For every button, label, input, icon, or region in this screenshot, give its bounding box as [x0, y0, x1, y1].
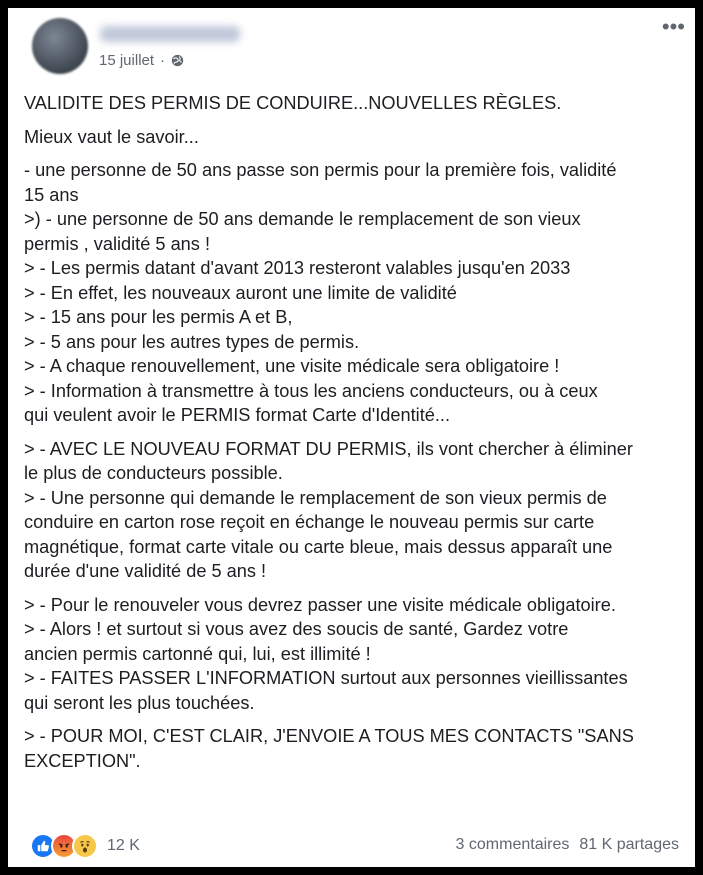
post-text-line: >) - une personne de 50 ans demande le remplacement de son vieux	[24, 209, 581, 229]
post-text-line: qui veulent avoir le PERMIS format Carte d'Identité...	[24, 405, 451, 425]
post-text-line: qui seront les plus touchées.	[24, 692, 255, 713]
post-header	[8, 8, 695, 98]
post-text-line: 15 ans	[24, 184, 79, 205]
post-text-line: > - FAITES PASSER L'INFORMATION surtout aux personnes vieillissantes	[24, 668, 628, 688]
author-name-blurred[interactable]	[100, 26, 240, 42]
post-text-line: > - Les permis datant d'avant 2013 resteront valables jusqu'en 2033	[24, 258, 571, 278]
post-stats	[456, 836, 679, 854]
post-text-line: ancien permis cartonné qui, lui, est illimité !	[24, 643, 371, 664]
post-text-line: conduire en carton rose reçoit en échange le nouveau permis sur carte	[24, 512, 595, 532]
post-text-line: > - En effet, les nouveaux auront une limite de validité	[24, 282, 457, 303]
post-paragraph	[24, 158, 684, 428]
post-text-line: > - Alors ! et surtout si vous avez des soucis de santé, Gardez votre	[24, 619, 569, 639]
post-text-line: le plus de conducteurs possible.	[24, 463, 283, 483]
post-text-line: > - AVEC LE NOUVEAU FORMAT DU PERMIS, ils vont chercher à éliminer	[24, 438, 633, 459]
reaction-count[interactable]: 12 K	[107, 837, 140, 854]
post-paragraph	[24, 437, 684, 584]
shares-count[interactable]: 81 K partages	[579, 836, 679, 853]
post-text-line: magnétique, format carte vitale ou carte bleue, mais dessus apparaît une	[24, 536, 613, 557]
comments-count[interactable]: 3 commentaires	[455, 836, 570, 853]
globe-icon[interactable]	[171, 54, 184, 67]
post-text-line: > - 5 ans pour les autres types de permis.	[24, 331, 360, 352]
post-body	[24, 91, 684, 782]
wow-icon	[72, 833, 98, 859]
post-text-line: > - POUR MOI, C'EST CLAIR, J'ENVOIE A TOUS MES CONTACTS "SANS	[24, 726, 634, 746]
post-text-line: > - Information à transmettre à tous les anciens conducteurs, ou à ceux	[24, 380, 598, 401]
post-text-line: VALIDITE DES PERMIS DE CONDUIRE...NOUVELLES RÈGLES.	[24, 93, 562, 113]
meta-separator: ·	[160, 52, 166, 69]
post-text-line: > - Pour le renouveler vous devrez passer une visite médicale obligatoire.	[24, 594, 616, 615]
post-paragraph	[24, 593, 684, 716]
post-card	[8, 8, 695, 867]
post-text-line: EXCEPTION".	[24, 750, 141, 771]
post-text-line: > - 15 ans pour les permis A et B,	[24, 307, 293, 327]
post-text-line: permis , validité 5 ans !	[24, 233, 210, 254]
post-footer	[8, 827, 695, 867]
post-text-line: durée d'une validité de 5 ans !	[24, 561, 267, 581]
post-text-line: > - Une personne qui demande le remplacement de son vieux permis de	[24, 487, 607, 508]
reactions-summary[interactable]	[30, 833, 140, 859]
post-text-line: - une personne de 50 ans passe son permis pour la première fois, validité	[24, 160, 617, 180]
post-meta	[99, 52, 184, 69]
post-paragraph	[24, 724, 684, 773]
post-paragraph	[24, 91, 684, 116]
post-text-line: > - A chaque renouvellement, une visite médicale sera obligatoire !	[24, 356, 560, 376]
more-options-icon[interactable]: •••	[661, 14, 685, 39]
avatar[interactable]	[32, 18, 88, 74]
post-paragraph	[24, 125, 684, 150]
post-date[interactable]: 15 juillet	[99, 52, 155, 69]
post-text-line: Mieux vaut le savoir...	[24, 126, 199, 147]
